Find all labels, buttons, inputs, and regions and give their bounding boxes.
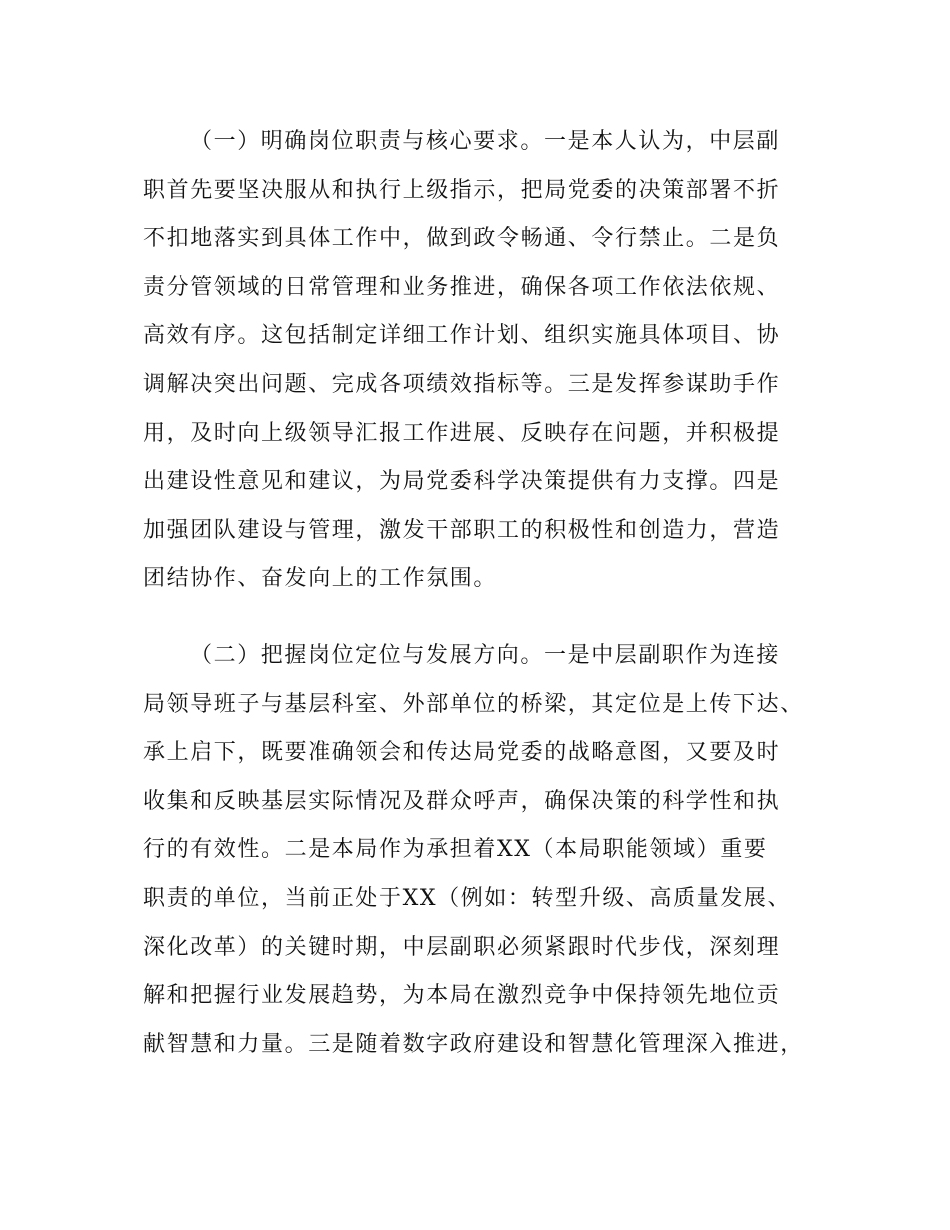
text-line: （二）把握岗位定位与发展方向。一是中层副职作为连接 — [190, 643, 781, 668]
text-line: 团结协作、奋发向上的工作氛围。 — [143, 566, 498, 592]
text-line: 高效有序。这包括制定详细工作计划、组织实施具体项目、协 — [143, 323, 781, 349]
text-line: 用，及时向上级领导汇报工作进展、反映存在问题，并积极提 — [143, 420, 781, 446]
text-line: 不扣地落实到具体工作中，做到政令畅通、令行禁止。二是负 — [143, 226, 781, 252]
paragraph-job-positioning — [143, 632, 823, 1069]
text-line: 承上启下，既要准确领会和传达局党委的战略意图，又要及时 — [143, 740, 781, 766]
text-line: 职责的单位，当前正处于XX（例如：转型升级、高质量发展、 — [143, 885, 792, 911]
text-line: 责分管领域的日常管理和业务推进，确保各项工作依法依规、 — [143, 274, 781, 300]
text-line: 深化改革）的关键时期，中层副职必须紧跟时代步伐，深刻理 — [143, 934, 781, 960]
text-line: 收集和反映基层实际情况及群众呼声，确保决策的科学性和执 — [143, 788, 781, 814]
text-line: （一）明确岗位职责与核心要求。一是本人认为，中层副 — [190, 129, 781, 154]
text-line: 出建设性意见和建议，为局党委科学决策提供有力支撑。四是 — [143, 469, 781, 495]
text-line: 职首先要坚决服从和执行上级指示，把局党委的决策部署不折 — [143, 177, 781, 203]
text-line: 解和把握行业发展趋势，为本局在激烈竞争中保持领先地位贡 — [143, 983, 781, 1009]
text-line: 献智慧和力量。三是随着数字政府建设和智慧化管理深入推进， — [143, 1031, 804, 1057]
text-line: 行的有效性。二是本局作为承担着XX（本局职能领域）重要 — [143, 837, 768, 863]
paragraph-job-responsibilities — [143, 118, 823, 604]
text-line: 加强团队建设与管理，激发干部职工的积极性和创造力，营造 — [143, 517, 781, 543]
text-line: 局领导班子与基层科室、外部单位的桥梁，其定位是上传下达、 — [143, 691, 804, 717]
text-line: 调解决突出问题、完成各项绩效指标等。三是发挥参谋助手作 — [143, 371, 781, 397]
